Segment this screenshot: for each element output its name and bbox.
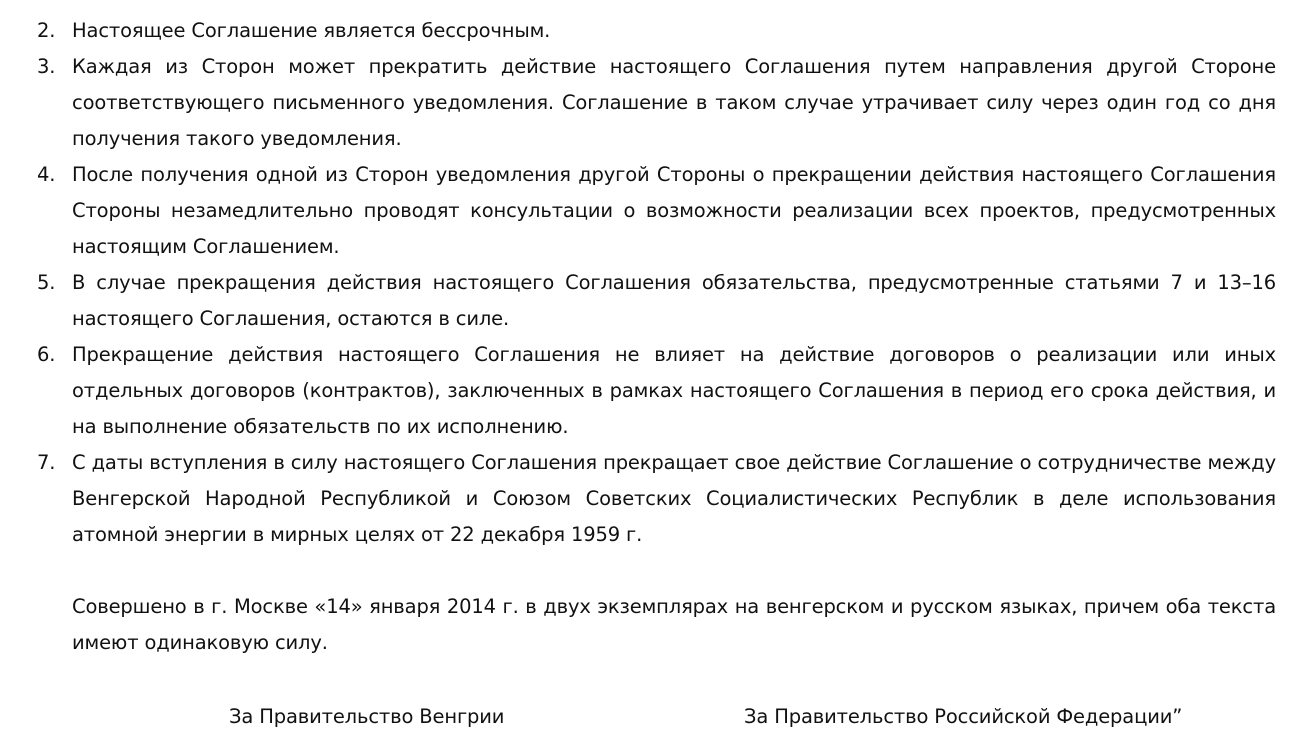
clause-number: 2. — [37, 19, 56, 42]
clause-text: С даты вступления в силу настоящего Соглашения прекращает свое действие Соглашение о сотрудничестве между Венгерской Народной Республикой и Союзом Советских Социалистических Республик в деле использования атомной энергии в мирных целях от 22 декабря 1959 г. — [72, 451, 1276, 546]
clause-text: Каждая из Сторон может прекратить действие настоящего Соглашения путем направления другой Стороне соответствующего письменного уведомления. Соглашение в таком случае утрачивает силу через один год со дня получения такого уведомления. — [72, 55, 1276, 150]
clause-number: 6. — [37, 343, 56, 366]
clause-2 — [37, 13, 1276, 49]
clause-3 — [37, 49, 1276, 157]
clause-number: 4. — [37, 163, 56, 186]
article-clauses-list — [37, 13, 1276, 553]
clause-text: В случае прекращения действия настоящего Соглашения обязательства, предусмотренные статьями 7 и 13–16 настоящего Соглашения, остаются в силе. — [72, 271, 1276, 330]
clause-6 — [37, 337, 1276, 445]
clause-number: 7. — [37, 451, 56, 474]
clause-number: 3. — [37, 55, 56, 78]
clause-4 — [37, 157, 1276, 265]
clause-number: 5. — [37, 271, 56, 294]
clause-5 — [37, 265, 1276, 337]
signature-hungary: За Правительство Венгрии — [229, 705, 505, 728]
clause-text: Прекращение действия настоящего Соглашения не влияет на действие договоров о реализации или иных отдельных договоров (контрактов), заключенных в рамках настоящего Соглашения в период его срока действия, и на выполнение обязательств по их исполнению. — [72, 343, 1276, 438]
signature-russia: За Правительство Российской Федерации” — [744, 705, 1183, 728]
clause-7 — [37, 445, 1276, 553]
clause-text: После получения одной из Сторон уведомления другой Стороны о прекращении действия настоящего Соглашения Стороны незамедлительно проводят консультации о возможности реализации всех проектов, предусмотренных настоящим Соглашением. — [72, 163, 1276, 258]
closing-statement: Совершено в г. Москве «14» января 2014 г. в двух экземплярах на венгерском и русском языках, причем оба текста имеют одинаковую силу. — [72, 595, 1276, 654]
clause-text: Настоящее Соглашение является бессрочным. — [72, 19, 551, 42]
